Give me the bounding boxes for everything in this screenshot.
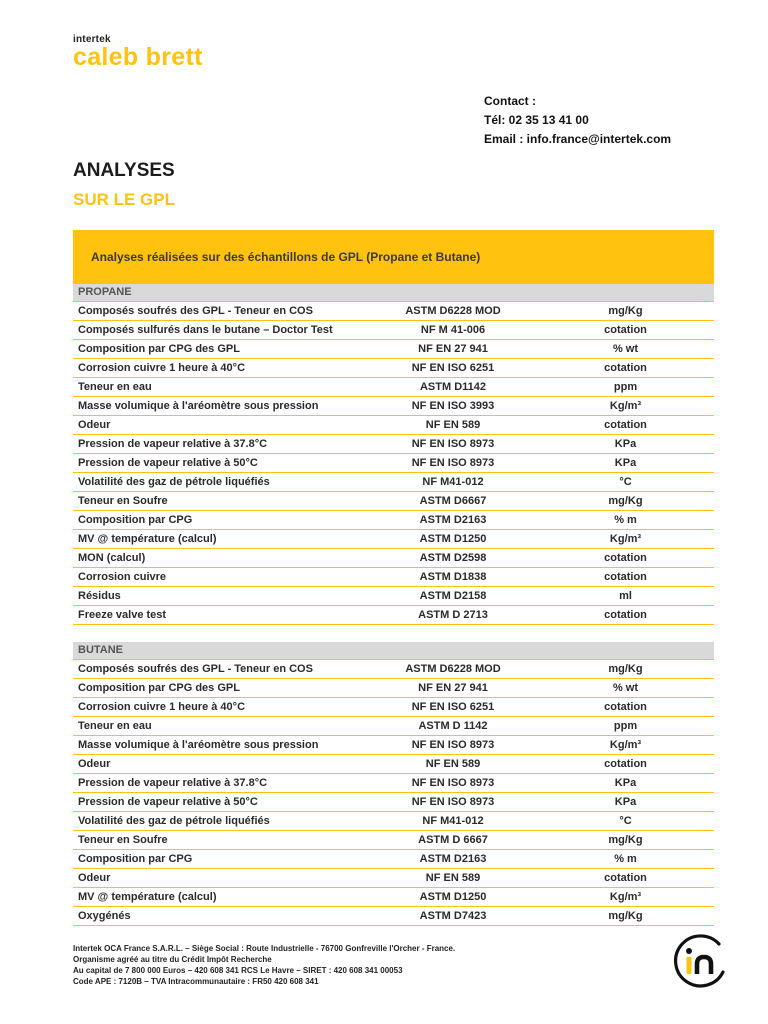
analysis-name: Teneur en Soufre — [78, 834, 168, 846]
unit: mg/Kg — [608, 834, 643, 846]
test-method: ASTM D1142 — [419, 381, 487, 393]
table-row — [73, 831, 714, 850]
unit: cotation — [604, 419, 647, 431]
section-header-propane — [73, 284, 714, 302]
unit: KPa — [614, 457, 637, 469]
analysis-name: Résidus — [78, 590, 121, 602]
contact-phone: Tél: 02 35 13 41 00 — [484, 113, 589, 127]
analysis-name: Teneur en eau — [78, 381, 152, 393]
test-method: ASTM D 1142 — [418, 720, 488, 732]
table-row — [73, 717, 714, 736]
table-row — [73, 606, 714, 625]
analysis-name: Volatilité des gaz de pétrole liquéfiés — [78, 815, 270, 827]
analysis-name: MV @ température (calcul) — [78, 891, 217, 903]
table-row — [73, 812, 714, 831]
section-label: BUTANE — [78, 644, 124, 656]
analysis-name: Pression de vapeur relative à 37.8°C — [78, 438, 268, 450]
test-method: NF EN ISO 6251 — [411, 701, 495, 713]
unit: % wt — [612, 682, 639, 694]
test-method: NF EN ISO 6251 — [411, 362, 495, 374]
table-row — [73, 774, 714, 793]
footer-line: Au capital de 7 800 000 Euros – 420 608 341 RCS Le Havre – SIRET : 420 608 341 00053 — [73, 966, 403, 975]
unit: cotation — [604, 552, 647, 564]
unit: cotation — [604, 701, 647, 713]
analysis-name: Composés sulfurés dans le butane – Doctor Test — [78, 324, 333, 336]
table-row — [73, 679, 714, 698]
analysis-name: Composition par CPG — [78, 514, 193, 526]
unit: mg/Kg — [608, 663, 643, 675]
contact-label: Contact : — [484, 94, 536, 108]
unit: cotation — [604, 324, 647, 336]
unit: Kg/m³ — [609, 400, 642, 412]
analysis-name: Masse volumique à l'aréomètre sous pression — [78, 400, 319, 412]
table-row — [73, 698, 714, 717]
contact-email: Email : info.france@intertek.com — [484, 132, 672, 146]
test-method: ASTM D1250 — [419, 891, 487, 903]
intertek-in-icon — [668, 930, 730, 992]
unit: cotation — [604, 758, 647, 770]
test-method: ASTM D7423 — [419, 910, 487, 922]
table-row — [73, 755, 714, 774]
unit: % m — [614, 853, 637, 865]
table-row — [73, 736, 714, 755]
unit: °C — [619, 815, 632, 827]
footer-line: Code APE : 7120B – TVA Intracommunautaire : FR50 420 608 341 — [73, 977, 319, 986]
analysis-name: Oxygénés — [78, 910, 131, 922]
test-method: ASTM D1250 — [419, 533, 487, 545]
unit: ppm — [613, 381, 638, 393]
analysis-name: Teneur en eau — [78, 720, 152, 732]
analysis-name: MV @ température (calcul) — [78, 533, 217, 545]
unit: Kg/m³ — [609, 739, 642, 751]
propane-table — [73, 302, 714, 625]
test-method: NF EN ISO 3993 — [411, 400, 495, 412]
analysis-name: Pression de vapeur relative à 37.8°C — [78, 777, 268, 789]
footer-line: Organisme agréé au titre du Crédit Impôt Recherche — [73, 955, 272, 964]
analysis-name: Masse volumique à l'aréomètre sous pression — [78, 739, 319, 751]
unit: cotation — [604, 872, 647, 884]
analysis-name: Corrosion cuivre 1 heure à 40°C — [78, 362, 246, 374]
banner-text: Analyses réalisées sur des échantillons de GPL (Propane et Butane) — [91, 250, 481, 264]
test-method: NF EN ISO 8973 — [411, 438, 495, 450]
analysis-name: Corrosion cuivre 1 heure à 40°C — [78, 701, 246, 713]
company-logo — [73, 34, 203, 69]
test-method: NF EN ISO 8973 — [411, 739, 495, 751]
test-method: ASTM D6667 — [419, 495, 487, 507]
analysis-name: Corrosion cuivre — [78, 571, 167, 583]
table-row — [73, 530, 714, 549]
butane-table — [73, 660, 714, 926]
unit: mg/Kg — [608, 495, 643, 507]
test-method: ASTM D1838 — [419, 571, 487, 583]
analysis-name: Odeur — [78, 419, 111, 431]
table-row — [73, 454, 714, 473]
unit: Kg/m³ — [609, 891, 642, 903]
table-row — [73, 378, 714, 397]
test-method: ASTM D2158 — [419, 590, 487, 602]
analysis-name: Composés soufrés des GPL - Teneur en COS — [78, 305, 313, 317]
table-row — [73, 587, 714, 606]
analysis-name: Composition par CPG des GPL — [78, 682, 240, 694]
table-row — [73, 492, 714, 511]
test-method: NF EN 27 941 — [418, 682, 488, 694]
table-row — [73, 359, 714, 378]
test-method: NF EN ISO 8973 — [411, 777, 495, 789]
unit: mg/Kg — [608, 910, 643, 922]
analysis-name: MON (calcul) — [78, 552, 146, 564]
table-row — [73, 511, 714, 530]
table-row — [73, 321, 714, 340]
unit: cotation — [604, 609, 647, 621]
test-method: ASTM D 6667 — [418, 834, 488, 846]
test-method: NF EN ISO 8973 — [411, 796, 495, 808]
unit: cotation — [604, 571, 647, 583]
unit: KPa — [614, 438, 637, 450]
test-method: NF M41-012 — [422, 815, 484, 827]
unit: °C — [619, 476, 632, 488]
table-row — [73, 473, 714, 492]
unit: Kg/m³ — [609, 533, 642, 545]
test-method: NF EN 27 941 — [418, 343, 488, 355]
test-method: ASTM D6228 MOD — [405, 663, 501, 675]
intro-banner — [73, 230, 714, 284]
page-subtitle: SUR LE GPL — [73, 190, 176, 209]
unit: mg/Kg — [608, 305, 643, 317]
test-method: NF M41-012 — [422, 476, 484, 488]
table-row — [73, 568, 714, 587]
test-method: ASTM D2163 — [419, 514, 487, 526]
table-row — [73, 888, 714, 907]
test-method: ASTM D 2713 — [418, 609, 488, 621]
analysis-name: Teneur en Soufre — [78, 495, 168, 507]
table-row — [73, 340, 714, 359]
test-method: NF EN 589 — [425, 419, 481, 431]
test-method: NF M 41-006 — [420, 324, 486, 336]
unit: cotation — [604, 362, 647, 374]
test-method: NF EN 589 — [425, 758, 481, 770]
analysis-name: Pression de vapeur relative à 50°C — [78, 457, 258, 469]
table-row — [73, 850, 714, 869]
unit: % wt — [612, 343, 639, 355]
footer-line: Intertek OCA France S.A.R.L. – Siège Social : Route Industrielle - 76700 Gonfreville l'Orcher - France. — [73, 944, 456, 953]
test-method: ASTM D2163 — [419, 853, 487, 865]
table-row — [73, 907, 714, 926]
analysis-name: Composition par CPG des GPL — [78, 343, 240, 355]
test-method: NF EN ISO 8973 — [411, 457, 495, 469]
unit: KPa — [614, 777, 637, 789]
analysis-name: Composition par CPG — [78, 853, 193, 865]
contact-block — [484, 92, 671, 149]
table-row — [73, 302, 714, 321]
analysis-name: Pression de vapeur relative à 50°C — [78, 796, 258, 808]
section-header-butane — [73, 642, 714, 660]
logo-parent-brand: intertek — [73, 34, 111, 45]
table-row — [73, 416, 714, 435]
table-row — [73, 435, 714, 454]
unit: % m — [614, 514, 637, 526]
table-row — [73, 549, 714, 568]
analysis-name: Odeur — [78, 758, 111, 770]
unit: ppm — [613, 720, 638, 732]
test-method: NF EN 589 — [425, 872, 481, 884]
test-method: ASTM D6228 MOD — [405, 305, 501, 317]
analysis-name: Odeur — [78, 872, 111, 884]
table-row — [73, 660, 714, 679]
analysis-name: Freeze valve test — [78, 609, 167, 621]
legal-footer — [73, 943, 455, 987]
test-method: ASTM D2598 — [419, 552, 487, 564]
analysis-name: Composés soufrés des GPL - Teneur en COS — [78, 663, 313, 675]
unit: ml — [619, 590, 632, 602]
unit: KPa — [614, 796, 637, 808]
table-row — [73, 793, 714, 812]
table-row — [73, 397, 714, 416]
logo-brand-name: caleb brett — [73, 43, 203, 71]
table-row — [73, 869, 714, 888]
section-label: PROPANE — [78, 286, 132, 298]
analysis-name: Volatilité des gaz de pétrole liquéfiés — [78, 476, 270, 488]
page-title: ANALYSES — [73, 160, 175, 181]
